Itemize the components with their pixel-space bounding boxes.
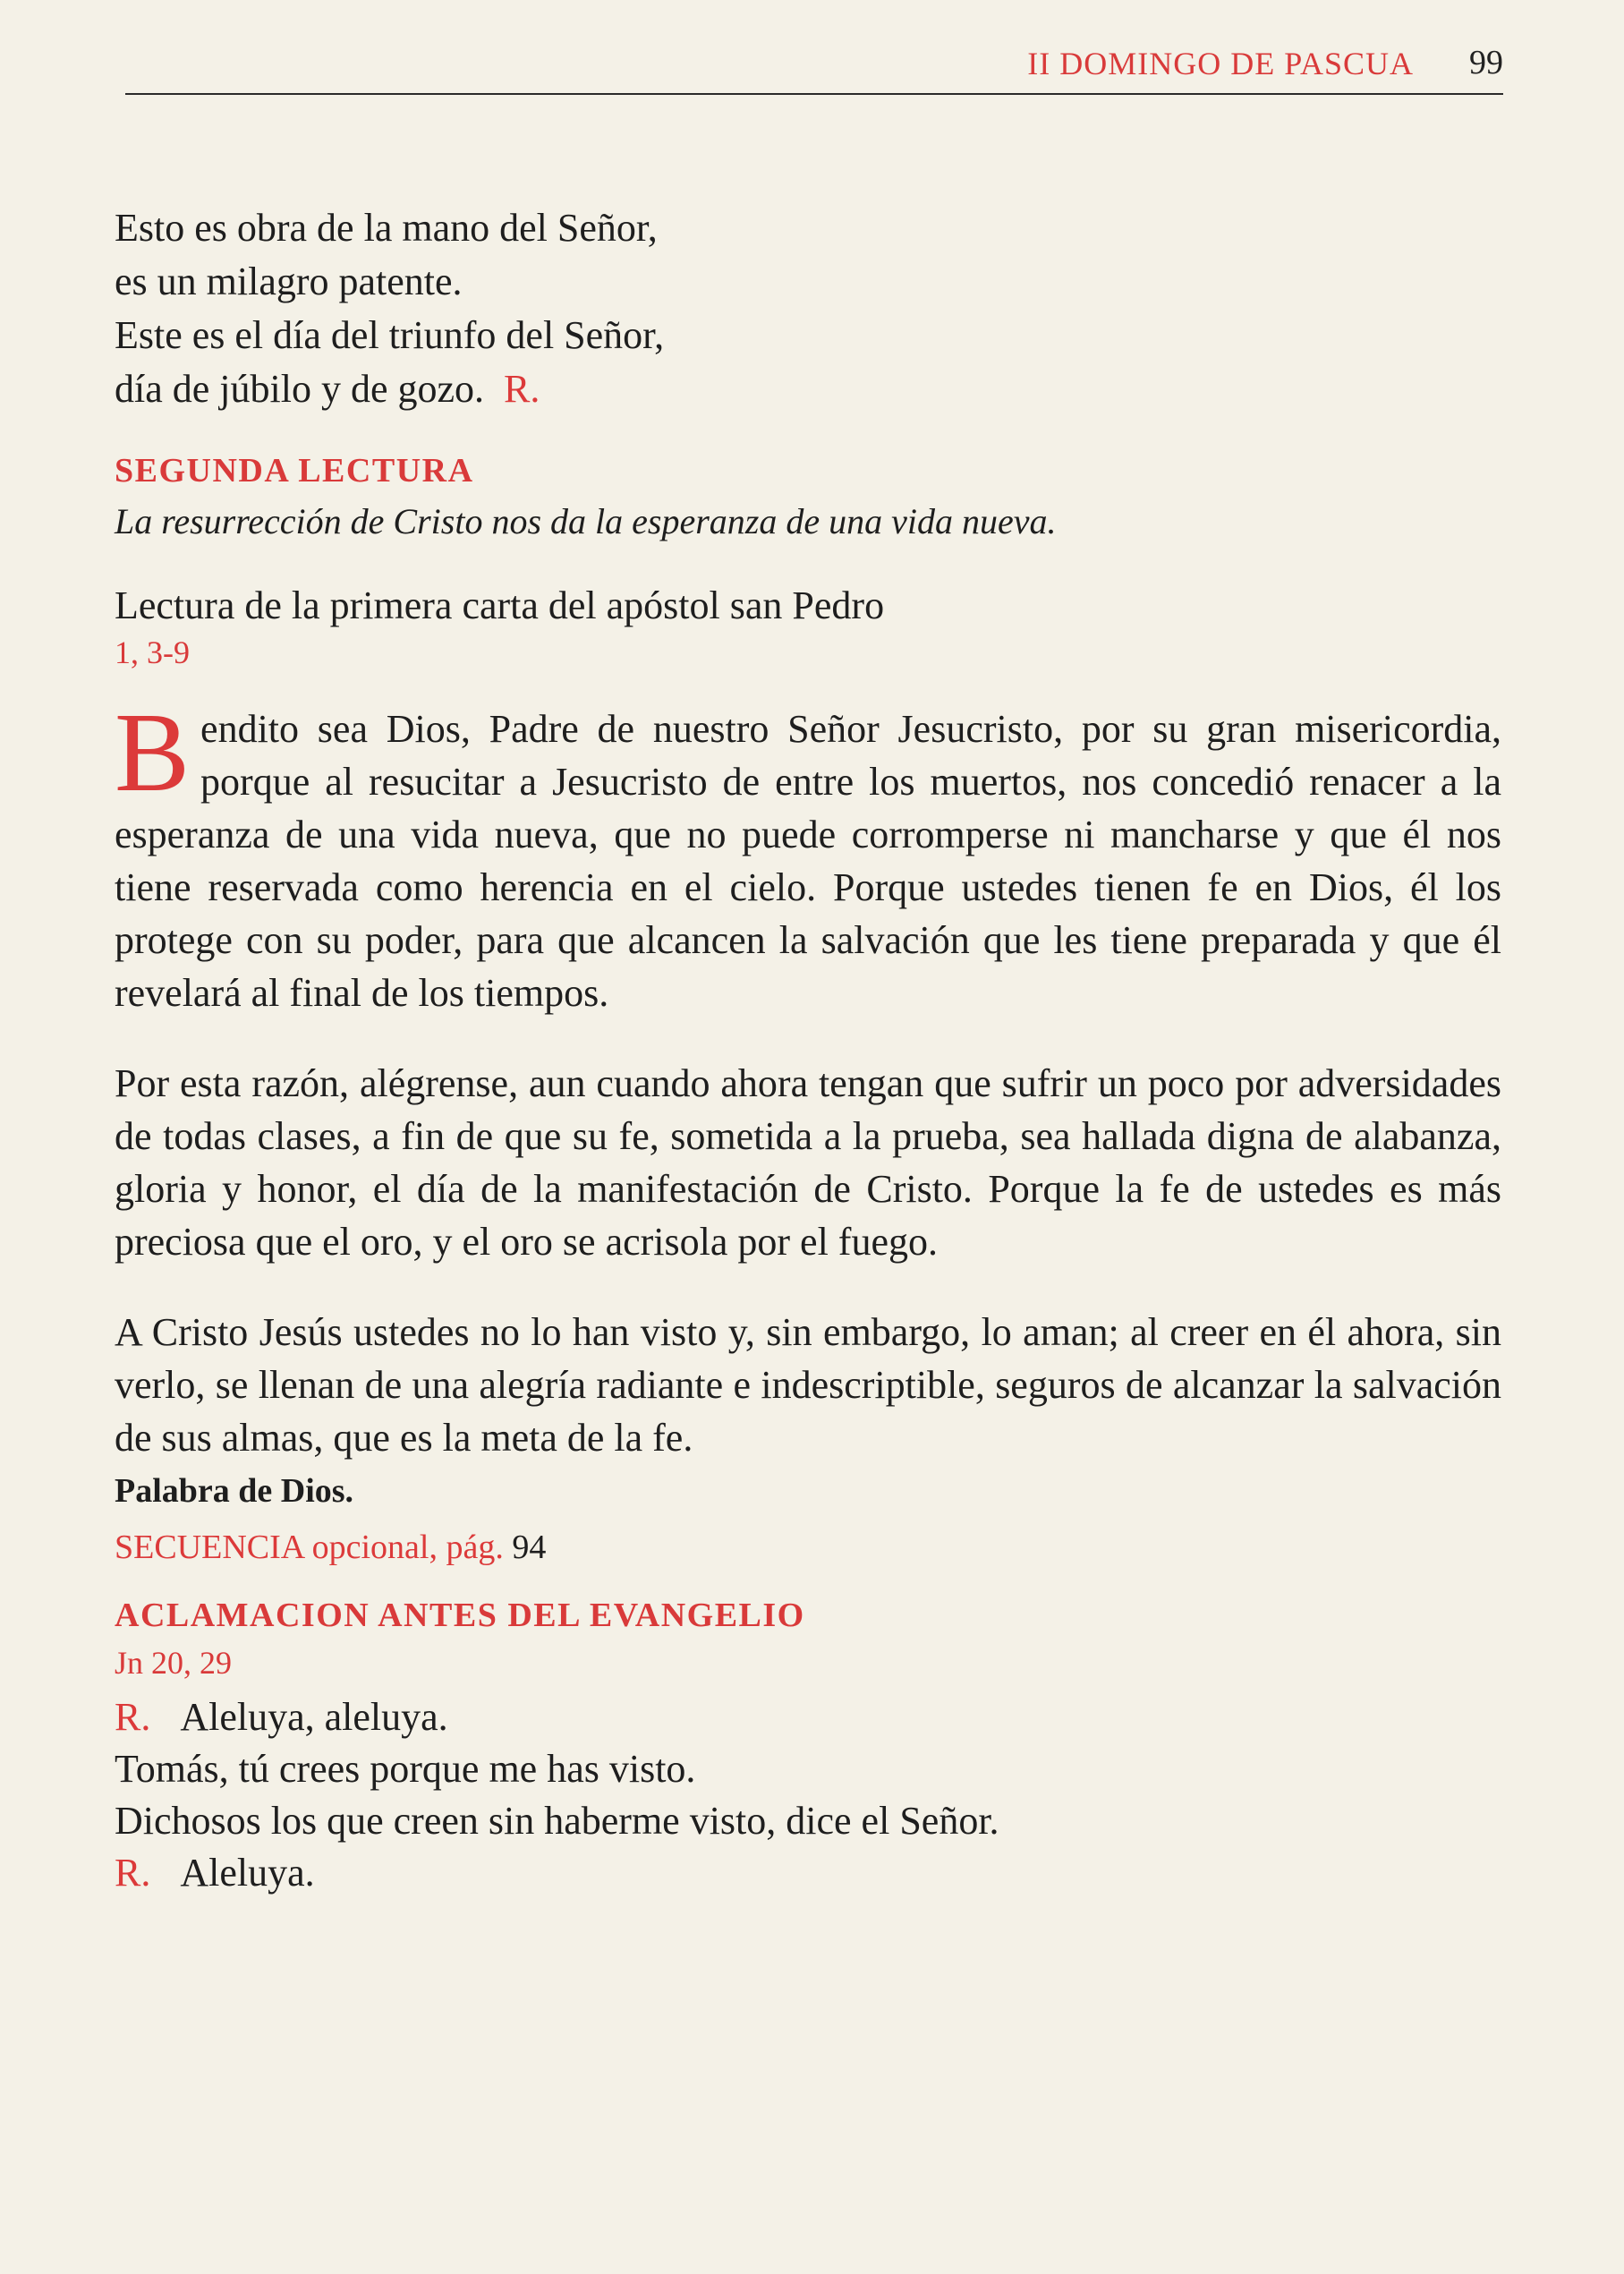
running-title: II DOMINGO DE PASCUA — [1027, 46, 1414, 81]
response-marker: R. — [115, 1695, 151, 1739]
acclamation-response-1 — [115, 1691, 1501, 1743]
acclamation-heading: ACLAMACION ANTES DEL EVANGELIO — [115, 1597, 805, 1634]
psalm-line-text: día de júbilo y de gozo. — [115, 367, 485, 411]
paragraph-text: endito sea Dios, Padre de nuestro Señor Jesucristo, por su gran misericordia, porque al resucitar a Jesucristo de entre los muertos, nos concedió renacer a la esperanza de una vida nueva, que no puede corromperse ni mancharse y que él nos tiene reservada como herencia en el cielo. Porque ustedes tienen fe en Dios, él los protege con su poder, para que alcancen la salvación que les tiene preparada y que él revelará al final de los tiempos. — [115, 707, 1501, 1015]
acclamation-line: Dichosos los que creen sin haberme visto, dice el Señor. — [115, 1799, 999, 1843]
closing-acclamation: Palabra de Dios. — [115, 1472, 354, 1510]
sequence-page: 94 — [512, 1529, 547, 1566]
second-reading-heading: SEGUNDA LECTURA — [115, 452, 474, 490]
psalm-line: Esto es obra de la mano del Señor, — [115, 206, 658, 250]
reading-paragraph-1 — [115, 691, 1501, 1019]
reading-intro: Lectura de la primera carta del apóstol san Pedro — [115, 583, 885, 627]
psalm-line — [115, 362, 1501, 416]
reading-paragraph-3: A Cristo Jesús ustedes no lo han visto y, sin embargo, lo aman; al creer en él ahora, sin verlo, se llenan de una alegría radiante e indescriptible, seguros de alcanzar la salvación de sus almas, que es la meta de la fe. — [115, 1310, 1501, 1460]
reading-subtitle: La resurrección de Cristo nos da la esperanza de una vida nueva. — [115, 501, 1057, 541]
sequence-label: SECUENCIA opcional, pág. — [115, 1529, 504, 1566]
response-text: Aleluya, aleluya. — [180, 1695, 448, 1739]
drop-cap: B — [115, 691, 191, 815]
sequence-note — [115, 1523, 1501, 1571]
page-content — [115, 201, 1501, 1899]
acclamation-reference: Jn 20, 29 — [115, 1645, 233, 1681]
acclamation-response-2 — [115, 1847, 1501, 1899]
response-marker: R. — [504, 367, 540, 411]
acclamation-line: Tomás, tú crees porque me has visto. — [115, 1747, 696, 1791]
psalm-line: es un milagro patente. — [115, 260, 463, 303]
acclamation-verse — [115, 1691, 1501, 1899]
reading-paragraph-2: Por esta razón, alégrense, aun cuando ahora tengan que sufrir un poco por adversidades de todas clases, a fin de que su fe, sometida a la prueba, sea hallada digna de alabanza, gloria y honor, el día de la manifestación de Cristo. Porque la fe de ustedes es más preciosa que el oro, y el oro se acrisola por el fuego. — [115, 1061, 1501, 1264]
page-number: 99 — [1469, 44, 1503, 81]
reading-reference: 1, 3-9 — [115, 635, 190, 670]
psalm-stanza — [115, 201, 1501, 416]
response-text: Aleluya. — [180, 1851, 315, 1895]
psalm-line: Este es el día del triunfo del Señor, — [115, 313, 665, 357]
response-marker: R. — [115, 1851, 151, 1895]
page-header — [125, 43, 1503, 95]
